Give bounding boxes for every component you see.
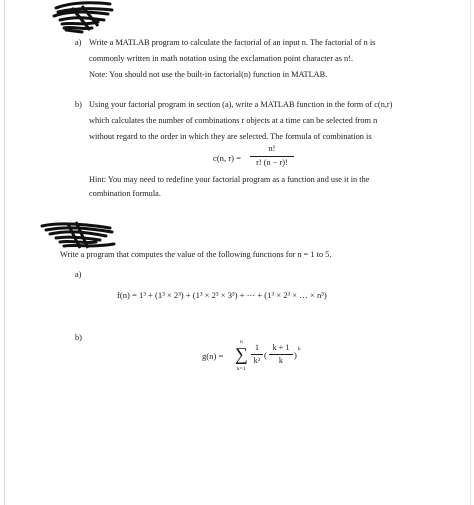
g-paren-close: ) [294,350,297,360]
g-frac2-denominator: k [278,356,284,365]
g-frac1-denominator: k² [253,356,261,365]
g-frac1-bar [251,354,263,355]
g-frac2-bar [269,354,293,355]
redaction-scribble-middle [40,218,118,252]
hint-line1: Hint: You may need to redefine your factorial program as a function and use it in the [89,175,370,184]
g-sum-sigma: ∑ [235,344,248,364]
part1-a-line3: Note: You should not use the built-in factorial(n) function in MATLAB. [89,70,328,79]
part1-a-label: a) [75,38,82,47]
hint-line2: combination formula. [89,189,161,198]
g-formula-lhs: g(n) = [202,351,224,361]
combination-formula-lhs: c(n, r) = [213,153,241,163]
part2-a-label: a) [75,270,82,279]
combination-formula-denominator: r! (n − r)! [256,158,288,167]
g-frac2-numerator: k + 1 [272,343,290,352]
redaction-scribble-top [52,0,116,36]
part1-b-line1: Using your factorial program in section (a), write a MATLAB function in the form of c(n,r) [89,100,393,109]
g-paren-open: ( [264,350,267,360]
combination-formula-numerator: n! [268,144,276,153]
part1-b-line2: which calculates the number of combinations r objects at a time can be selected from n [89,116,378,125]
part2-intro: Write a program that computes the value of the following functions for n = 1 to 5. [60,250,332,259]
part1-b-label: b) [75,100,82,109]
g-sum-lower: k=1 [237,366,246,372]
part1-a-line1: Write a MATLAB program to calculate the factorial of an input n. The factorial of n is [89,38,376,47]
part2-b-label: b) [75,333,82,342]
g-sum-upper: n [240,339,243,345]
part1-b-line3: without regard to the order in which they are selected. The formula of combination is [89,132,372,141]
g-exponent: k [298,346,301,352]
part1-a-line2: commonly written in math notation using the exclamation point character as n!. [89,54,354,63]
combination-formula-bar [250,156,294,157]
g-frac1-numerator: 1 [254,343,260,352]
f-formula: f(n) = 1³ + (1³ × 2³) + (1³ × 2³ × 3³) + ⋯ + (1³ × 2³ × … × n³) [117,290,327,300]
page-left-edge [4,0,5,505]
page-right-edge [470,0,471,505]
